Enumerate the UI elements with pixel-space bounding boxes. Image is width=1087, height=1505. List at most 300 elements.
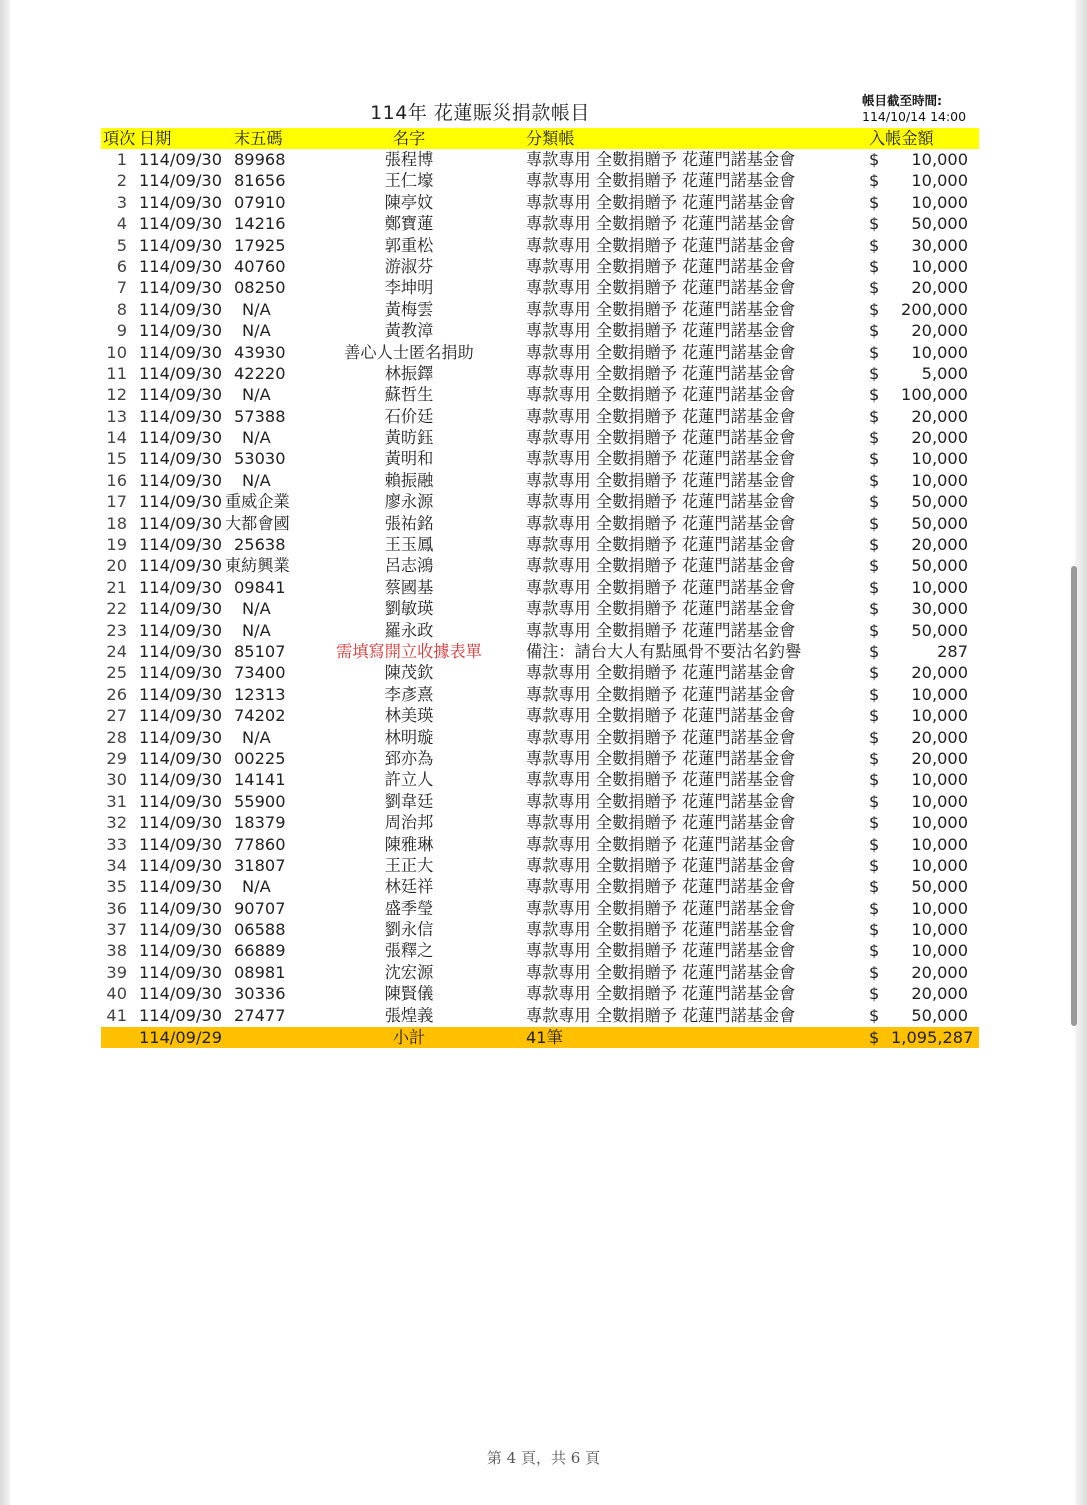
subtotal-amount: 1,095,287	[891, 1028, 974, 1048]
row-category: 專款專用 全數捐贈予 花蓮門諾基金會	[526, 920, 796, 940]
row-name: 林美瑛	[384, 706, 434, 726]
row-date: 114/09/30	[139, 898, 223, 918]
row-no: 28	[106, 727, 127, 747]
table-row	[101, 855, 979, 876]
row-date: 114/09/30	[139, 962, 223, 982]
row-last5: 74202	[234, 706, 286, 726]
row-currency: $	[869, 791, 880, 811]
row-no: 41	[106, 1005, 127, 1025]
row-category: 專款專用 全數捐贈予 花蓮門諾基金會	[526, 321, 796, 341]
header-date: 日期	[139, 129, 172, 148]
row-category: 專款專用 全數捐贈予 花蓮門諾基金會	[526, 663, 796, 683]
row-amount: 50,000	[911, 214, 968, 234]
table-row	[101, 598, 979, 619]
row-currency: $	[869, 214, 880, 234]
row-last5: 89968	[234, 150, 286, 169]
table-row	[101, 406, 979, 427]
row-amount: 20,000	[911, 727, 968, 747]
table-row	[101, 170, 979, 191]
row-currency: $	[869, 898, 880, 918]
row-currency: $	[869, 513, 880, 533]
row-name: 林振鐸	[384, 363, 434, 383]
row-category: 專款專用 全數捐贈予 花蓮門諾基金會	[526, 513, 796, 533]
row-name: 王正大	[384, 855, 434, 875]
row-currency: $	[869, 920, 880, 940]
row-currency: $	[869, 834, 880, 854]
row-amount: 20,000	[911, 278, 968, 298]
row-date: 114/09/30	[139, 299, 223, 319]
row-currency: $	[869, 406, 880, 426]
table-row	[101, 834, 979, 855]
row-last5: 73400	[234, 663, 286, 683]
row-last5: 85107	[234, 641, 286, 661]
row-name: 鄭寶蓮	[384, 214, 434, 234]
row-name: 蔡國基	[384, 577, 434, 597]
row-date: 114/09/30	[139, 192, 223, 212]
row-name: 李彥熹	[384, 684, 434, 704]
row-no: 40	[106, 984, 127, 1004]
donation-table	[101, 128, 979, 1048]
row-category: 專款專用 全數捐贈予 花蓮門諾基金會	[526, 770, 796, 790]
row-amount: 20,000	[911, 984, 968, 1004]
row-date: 114/09/30	[139, 920, 223, 940]
page-left-edge	[0, 0, 10, 1505]
header-last5: 末五碼	[234, 129, 283, 148]
table-row	[101, 149, 979, 170]
row-no: 11	[106, 363, 127, 383]
row-no: 37	[106, 920, 127, 940]
row-last5: 大都會國	[225, 513, 290, 533]
table-row	[101, 812, 979, 833]
row-date: 114/09/30	[139, 577, 223, 597]
row-currency: $	[869, 556, 880, 576]
table-row	[101, 256, 979, 277]
row-no: 24	[106, 641, 127, 661]
table-row	[101, 962, 979, 983]
row-date: 114/09/30	[139, 684, 223, 704]
row-category: 專款專用 全數捐贈予 花蓮門諾基金會	[526, 406, 796, 426]
row-currency: $	[869, 1005, 880, 1025]
table-row	[101, 427, 979, 448]
row-no: 15	[106, 449, 127, 469]
row-amount: 10,000	[911, 791, 968, 811]
row-last5: 42220	[234, 363, 286, 383]
row-last5: 00225	[234, 748, 286, 768]
header-name: 名字	[392, 129, 426, 148]
row-name: 黃昉鈺	[384, 428, 434, 448]
row-no: 7	[116, 278, 127, 298]
row-amount: 30,000	[911, 599, 968, 619]
row-category: 專款專用 全數捐贈予 花蓮門諾基金會	[526, 342, 796, 362]
subtotal-row	[101, 1027, 979, 1048]
row-no: 30	[106, 770, 127, 790]
row-last5: 90707	[234, 898, 286, 918]
row-amount: 30,000	[911, 235, 968, 255]
row-name: 需填寫開立收據表單	[336, 641, 482, 661]
table-row	[101, 555, 979, 576]
row-last5: 重威企業	[225, 492, 290, 512]
header-category: 分類帳	[526, 129, 575, 148]
row-date: 114/09/30	[139, 727, 223, 747]
row-category: 專款專用 全數捐贈予 花蓮門諾基金會	[526, 748, 796, 768]
row-no: 10	[106, 342, 127, 362]
table-row	[101, 448, 979, 469]
row-name: 林廷祥	[384, 877, 434, 897]
row-category: 專款專用 全數捐贈予 花蓮門諾基金會	[526, 577, 796, 597]
table-row	[101, 769, 979, 790]
row-no: 25	[106, 663, 127, 683]
table-row	[101, 940, 979, 961]
row-date: 114/09/30	[139, 406, 223, 426]
row-last5: N/A	[242, 428, 271, 448]
row-no: 8	[116, 299, 127, 319]
page-footer: 第 4 頁，共 6 頁	[486, 1449, 601, 1467]
row-amount: 10,000	[911, 449, 968, 469]
table-row	[101, 684, 979, 705]
row-date: 114/09/30	[139, 321, 223, 341]
row-name: 陳賢儀	[384, 984, 434, 1004]
row-date: 114/09/30	[139, 492, 223, 512]
row-category: 專款專用 全數捐贈予 花蓮門諾基金會	[526, 556, 796, 576]
table-row	[101, 727, 979, 748]
table-row	[101, 748, 979, 769]
row-no: 26	[106, 684, 127, 704]
row-amount: 50,000	[911, 556, 968, 576]
row-last5: 40760	[234, 256, 286, 276]
row-category: 專款專用 全數捐贈予 花蓮門諾基金會	[526, 256, 796, 276]
row-name: 郭重松	[384, 235, 434, 255]
row-category: 專款專用 全數捐贈予 花蓮門諾基金會	[526, 535, 796, 555]
row-no: 19	[106, 535, 127, 555]
row-name: 劉韋廷	[384, 791, 434, 811]
row-currency: $	[869, 385, 880, 405]
table-row	[101, 470, 979, 491]
subtotal-count: 41筆	[526, 1028, 563, 1048]
table-row	[101, 213, 979, 234]
row-amount: 50,000	[911, 877, 968, 897]
table-row	[101, 983, 979, 1004]
row-last5: 57388	[234, 406, 286, 426]
row-date: 114/09/30	[139, 834, 223, 854]
row-name: 林明璇	[384, 727, 434, 747]
row-last5: 27477	[234, 1005, 286, 1025]
row-last5: 08250	[234, 278, 286, 298]
row-last5: 07910	[234, 192, 286, 212]
row-date: 114/09/30	[139, 599, 223, 619]
row-no: 17	[106, 492, 127, 512]
row-no: 9	[116, 321, 127, 341]
row-no: 38	[106, 941, 127, 961]
table-row	[101, 277, 979, 298]
row-name: 賴振融	[384, 470, 434, 490]
row-currency: $	[869, 342, 880, 362]
row-name: 王仁壕	[384, 171, 434, 191]
row-currency: $	[869, 684, 880, 704]
table-row	[101, 384, 979, 405]
row-category: 專款專用 全數捐贈予 花蓮門諾基金會	[526, 150, 796, 169]
table-row	[101, 1005, 979, 1026]
row-amount: 287	[937, 641, 968, 661]
row-category: 專款專用 全數捐贈予 花蓮門諾基金會	[526, 706, 796, 726]
row-amount: 10,000	[911, 150, 968, 169]
row-date: 114/09/30	[139, 449, 223, 469]
row-currency: $	[869, 877, 880, 897]
row-date: 114/09/30	[139, 984, 223, 1004]
row-currency: $	[869, 256, 880, 276]
row-category: 備注：請台大人有點風骨不要沽名釣譽	[526, 641, 802, 661]
row-no: 2	[116, 171, 127, 191]
row-date: 114/09/30	[139, 256, 223, 276]
row-no: 12	[106, 385, 127, 405]
row-no: 5	[116, 235, 127, 255]
row-name: 張程博	[384, 150, 434, 169]
row-amount: 10,000	[911, 920, 968, 940]
row-date: 114/09/30	[139, 235, 223, 255]
row-currency: $	[869, 748, 880, 768]
row-name: 黃明和	[384, 449, 434, 469]
row-name: 張煌義	[384, 1005, 434, 1025]
table-row	[101, 363, 979, 384]
row-last5: 25638	[234, 535, 286, 555]
table-row	[101, 662, 979, 683]
page-title: 114年 花蓮賑災捐款帳目	[370, 102, 590, 124]
row-category: 專款專用 全數捐贈予 花蓮門諾基金會	[526, 385, 796, 405]
row-amount: 10,000	[911, 684, 968, 704]
row-no: 6	[116, 256, 127, 276]
row-name: 劉敏瑛	[384, 599, 434, 619]
row-name: 張釋之	[384, 941, 434, 961]
row-category: 專款專用 全數捐贈予 花蓮門諾基金會	[526, 984, 796, 1004]
row-date: 114/09/30	[139, 813, 223, 833]
cutoff-time: 114/10/14 14:00	[862, 109, 967, 124]
row-category: 專款專用 全數捐贈予 花蓮門諾基金會	[526, 877, 796, 897]
row-last5: 12313	[234, 684, 286, 704]
row-category: 專款專用 全數捐贈予 花蓮門諾基金會	[526, 235, 796, 255]
table-row	[101, 876, 979, 897]
row-date: 114/09/30	[139, 171, 223, 191]
row-no: 4	[116, 214, 127, 234]
row-no: 16	[106, 470, 127, 490]
row-last5: 09841	[234, 577, 286, 597]
row-last5: 東紡興業	[225, 556, 290, 576]
row-currency: $	[869, 235, 880, 255]
row-currency: $	[869, 150, 880, 169]
row-amount: 50,000	[911, 620, 968, 640]
table-row	[101, 577, 979, 598]
table-row	[101, 192, 979, 213]
row-no: 22	[106, 599, 127, 619]
row-last5: 77860	[234, 834, 286, 854]
row-amount: 20,000	[911, 321, 968, 341]
row-no: 32	[106, 813, 127, 833]
row-date: 114/09/30	[139, 342, 223, 362]
row-last5: N/A	[242, 299, 271, 319]
row-no: 23	[106, 620, 127, 640]
row-date: 114/09/30	[139, 663, 223, 683]
row-currency: $	[869, 449, 880, 469]
row-currency: $	[869, 663, 880, 683]
row-no: 29	[106, 748, 127, 768]
row-currency: $	[869, 278, 880, 298]
row-amount: 20,000	[911, 428, 968, 448]
row-last5: 14141	[234, 770, 286, 790]
row-name: 羅永政	[384, 620, 434, 640]
row-amount: 50,000	[911, 492, 968, 512]
row-date: 114/09/30	[139, 535, 223, 555]
row-currency: $	[869, 984, 880, 1004]
row-date: 114/09/30	[139, 941, 223, 961]
row-currency: $	[869, 470, 880, 490]
row-name: 許立人	[384, 770, 434, 790]
row-name: 周治邦	[384, 813, 434, 833]
row-last5: 31807	[234, 855, 286, 875]
row-currency: $	[869, 599, 880, 619]
table-row	[101, 919, 979, 940]
row-category: 專款專用 全數捐贈予 花蓮門諾基金會	[526, 214, 796, 234]
row-category: 專款專用 全數捐贈予 花蓮門諾基金會	[526, 1005, 796, 1025]
subtotal-date: 114/09/29	[139, 1028, 223, 1048]
row-date: 114/09/30	[139, 748, 223, 768]
row-category: 專款專用 全數捐贈予 花蓮門諾基金會	[526, 727, 796, 747]
row-name: 郅亦為	[384, 748, 434, 768]
row-amount: 10,000	[911, 256, 968, 276]
row-last5: 55900	[234, 791, 286, 811]
row-date: 114/09/30	[139, 620, 223, 640]
table-row	[101, 235, 979, 256]
row-date: 114/09/30	[139, 791, 223, 811]
scrollbar-thumb[interactable]	[1071, 566, 1077, 1026]
row-amount: 10,000	[911, 813, 968, 833]
row-name: 蘇哲生	[384, 385, 434, 405]
header-no: 項次	[103, 129, 136, 148]
table-row	[101, 641, 979, 662]
row-currency: $	[869, 321, 880, 341]
row-amount: 10,000	[911, 470, 968, 490]
row-no: 39	[106, 962, 127, 982]
table-body	[101, 149, 979, 1026]
row-amount: 10,000	[911, 855, 968, 875]
table-row	[101, 705, 979, 726]
row-no: 35	[106, 877, 127, 897]
row-name: 廖永源	[384, 492, 434, 512]
row-currency: $	[869, 577, 880, 597]
row-amount: 10,000	[911, 171, 968, 191]
row-no: 1	[116, 150, 127, 169]
row-amount: 10,000	[911, 941, 968, 961]
row-last5: N/A	[242, 877, 271, 897]
row-amount: 10,000	[911, 770, 968, 790]
row-category: 專款專用 全數捐贈予 花蓮門諾基金會	[526, 299, 796, 319]
row-date: 114/09/30	[139, 214, 223, 234]
row-amount: 20,000	[911, 962, 968, 982]
row-currency: $	[869, 171, 880, 191]
row-no: 27	[106, 706, 127, 726]
subtotal-currency: $	[869, 1028, 880, 1048]
row-no: 36	[106, 898, 127, 918]
row-date: 114/09/30	[139, 877, 223, 897]
row-currency: $	[869, 299, 880, 319]
row-amount: 10,000	[911, 342, 968, 362]
row-amount: 200,000	[901, 299, 968, 319]
row-currency: $	[869, 620, 880, 640]
row-name: 陳雅琳	[384, 834, 434, 854]
row-no: 34	[106, 855, 127, 875]
row-currency: $	[869, 855, 880, 875]
row-amount: 10,000	[911, 706, 968, 726]
row-currency: $	[869, 962, 880, 982]
row-last5: 43930	[234, 342, 286, 362]
row-name: 黃梅雲	[384, 299, 434, 319]
row-category: 專款專用 全數捐贈予 花蓮門諾基金會	[526, 363, 796, 383]
row-no: 31	[106, 791, 127, 811]
row-last5: N/A	[242, 599, 271, 619]
row-last5: N/A	[242, 470, 271, 490]
row-no: 33	[106, 834, 127, 854]
row-category: 專款專用 全數捐贈予 花蓮門諾基金會	[526, 941, 796, 961]
row-category: 專款專用 全數捐贈予 花蓮門諾基金會	[526, 791, 796, 811]
row-category: 專款專用 全數捐贈予 花蓮門諾基金會	[526, 428, 796, 448]
row-date: 114/09/30	[139, 706, 223, 726]
row-date: 114/09/30	[139, 855, 223, 875]
row-date: 114/09/30	[139, 278, 223, 298]
row-category: 專款專用 全數捐贈予 花蓮門諾基金會	[526, 599, 796, 619]
row-date: 114/09/30	[139, 770, 223, 790]
table-row	[101, 299, 979, 320]
row-amount: 10,000	[911, 577, 968, 597]
row-date: 114/09/30	[139, 556, 223, 576]
row-currency: $	[869, 727, 880, 747]
row-amount: 10,000	[911, 898, 968, 918]
row-last5: 18379	[234, 813, 286, 833]
row-name: 張祐銘	[384, 513, 434, 533]
row-last5: 30336	[234, 984, 286, 1004]
row-last5: 06588	[234, 920, 286, 940]
row-category: 專款專用 全數捐贈予 花蓮門諾基金會	[526, 855, 796, 875]
row-date: 114/09/30	[139, 470, 223, 490]
table-row	[101, 320, 979, 341]
table-row	[101, 513, 979, 534]
row-name: 善心人士匿名捐助	[344, 342, 474, 362]
table-row	[101, 491, 979, 512]
row-date: 114/09/30	[139, 641, 223, 661]
row-category: 專款專用 全數捐贈予 花蓮門諾基金會	[526, 834, 796, 854]
row-last5: 66889	[234, 941, 286, 961]
row-name: 游淑芬	[384, 256, 434, 276]
row-last5: 08981	[234, 962, 286, 982]
row-date: 114/09/30	[139, 1005, 223, 1025]
row-name: 沈宏源	[384, 962, 434, 982]
row-category: 專款專用 全數捐贈予 花蓮門諾基金會	[526, 470, 796, 490]
row-category: 專款專用 全數捐贈予 花蓮門諾基金會	[526, 620, 796, 640]
row-currency: $	[869, 428, 880, 448]
row-currency: $	[869, 363, 880, 383]
row-currency: $	[869, 770, 880, 790]
table-header-row	[101, 128, 979, 149]
row-last5: 17925	[234, 235, 286, 255]
row-category: 專款專用 全數捐贈予 花蓮門諾基金會	[526, 898, 796, 918]
row-last5: N/A	[242, 385, 271, 405]
row-last5: N/A	[242, 727, 271, 747]
row-no: 13	[106, 406, 127, 426]
row-date: 114/09/30	[139, 150, 223, 169]
row-date: 114/09/30	[139, 428, 223, 448]
row-category: 專款專用 全數捐贈予 花蓮門諾基金會	[526, 171, 796, 191]
row-amount: 50,000	[911, 513, 968, 533]
row-amount: 10,000	[911, 834, 968, 854]
row-category: 專款專用 全數捐贈予 花蓮門諾基金會	[526, 449, 796, 469]
row-amount: 50,000	[911, 1005, 968, 1025]
row-no: 20	[106, 556, 127, 576]
